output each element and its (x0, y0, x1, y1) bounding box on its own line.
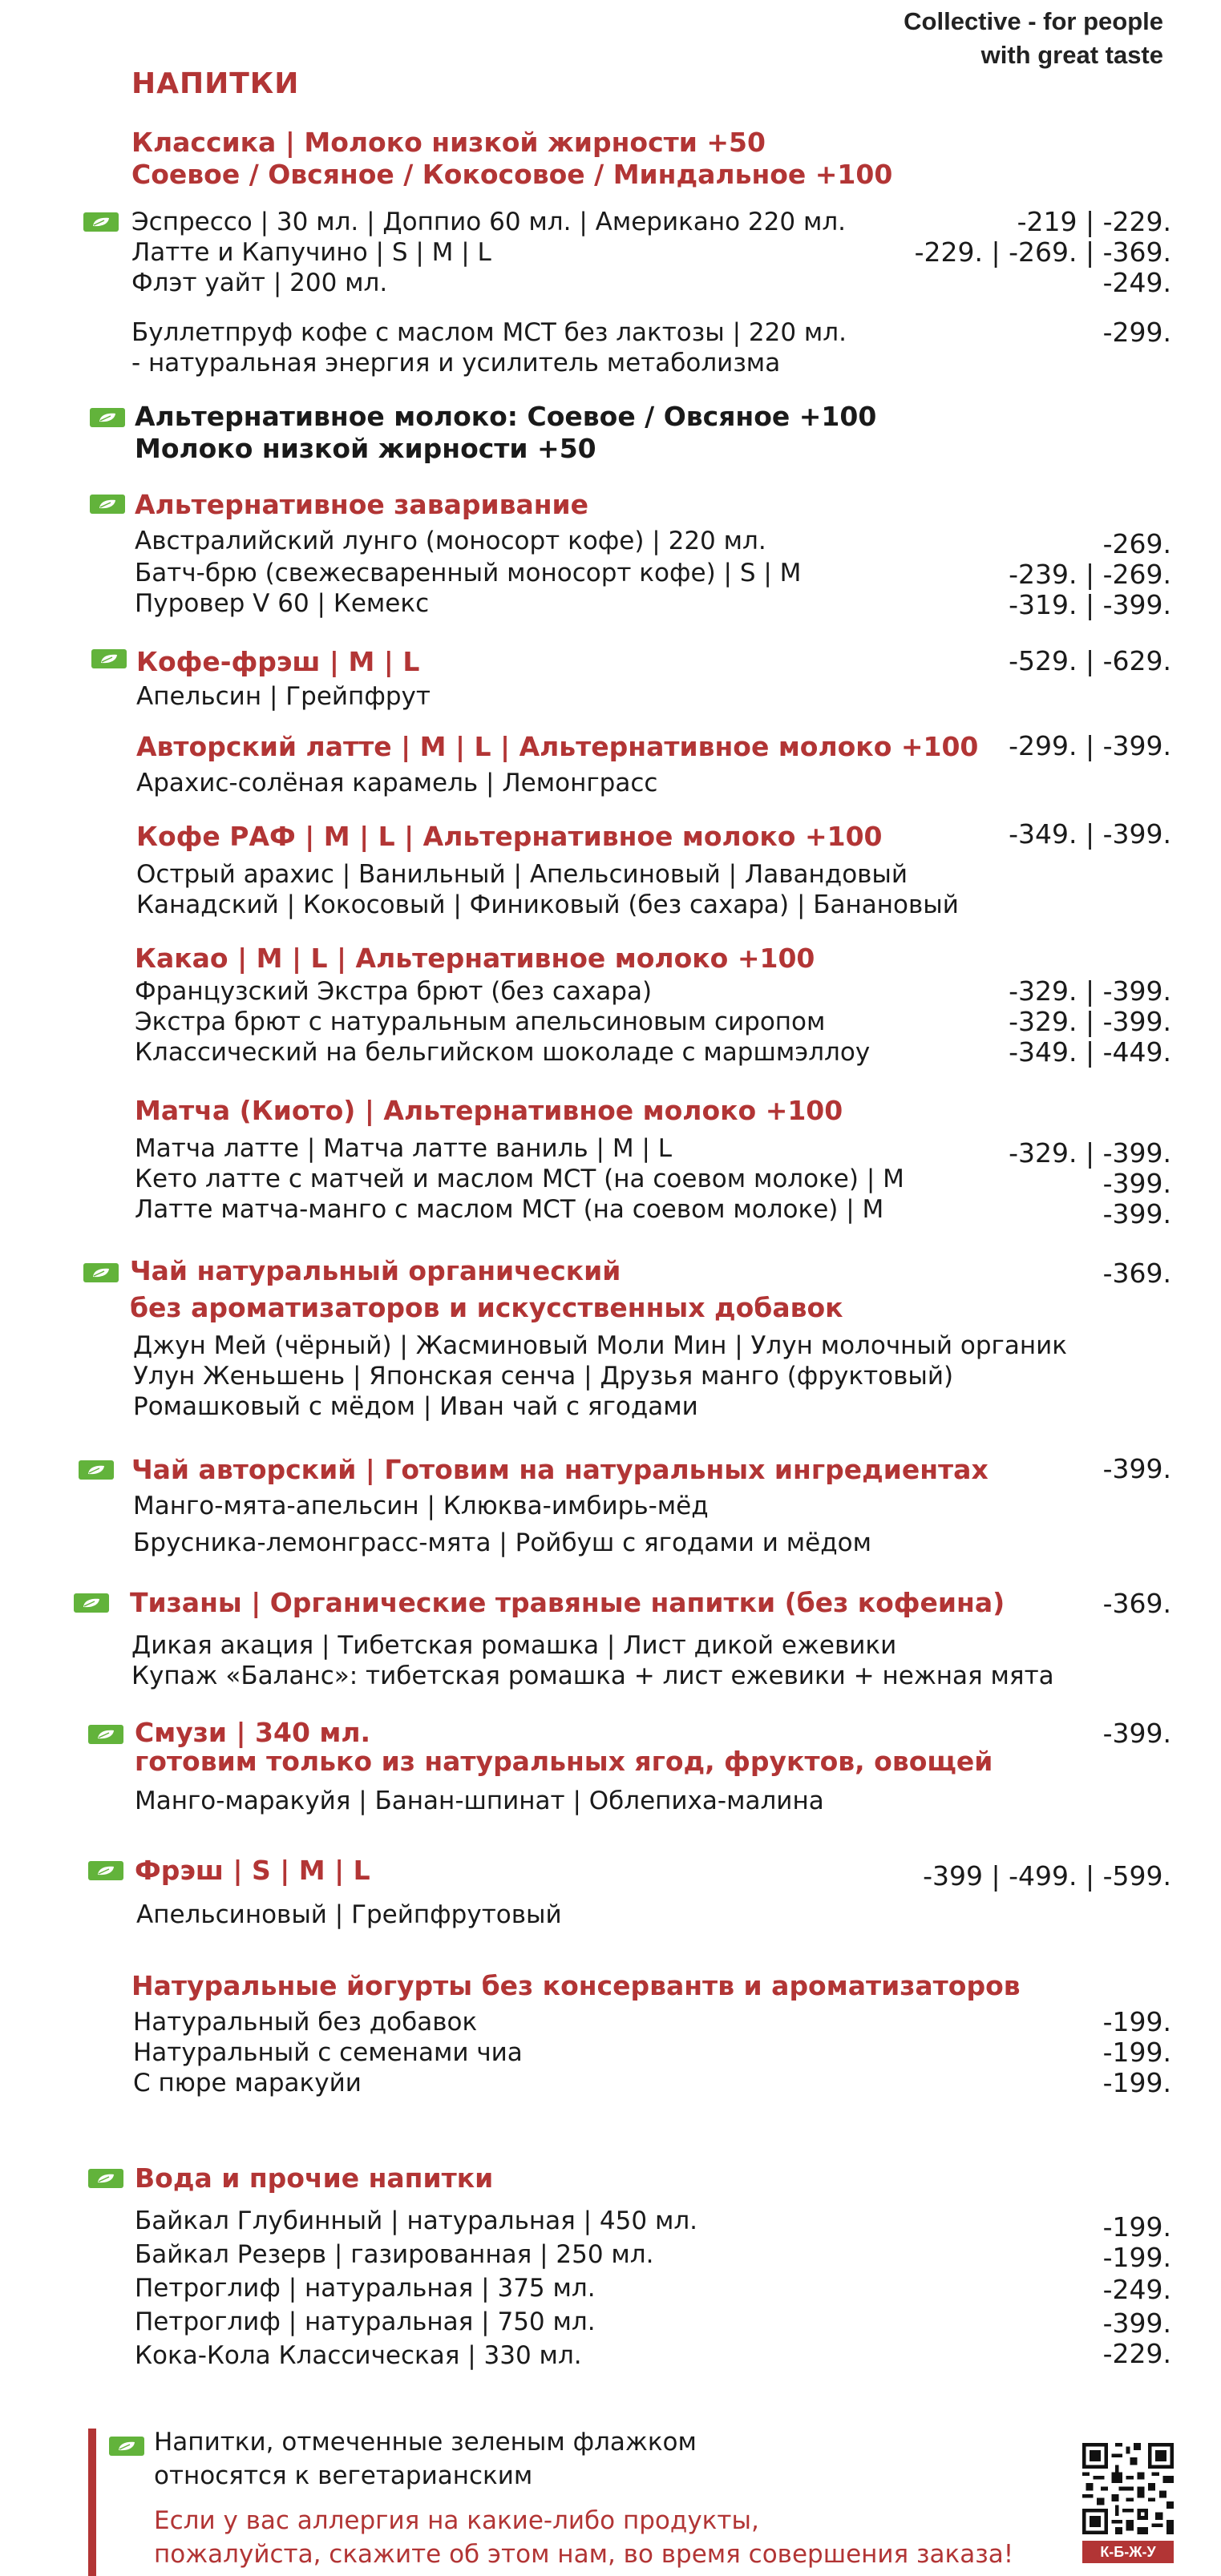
menu-item-label: С пюре маракуйи (133, 2069, 362, 2098)
matcha-heading: Матча (Киото) | Альтернативное молоко +100 (135, 1095, 843, 1126)
vegetarian-flag-icon (88, 2169, 123, 2188)
menu-item-price: -229. (1102, 2338, 1171, 2369)
menu-item-label: Апельсин | Грейпфрут (136, 682, 431, 711)
qr-code-label: К-Б-Ж-У (1082, 2541, 1174, 2563)
vegetarian-flag-icon (83, 1263, 119, 1282)
vegetarian-flag-icon (79, 1460, 114, 1480)
menu-item-price: -399 | -499. | -599. (923, 1860, 1171, 1892)
tea-natural-heading-2: без ароматизаторов и искусственных добавок (130, 1292, 843, 1323)
vegetarian-flag-icon (91, 649, 127, 668)
menu-item-price: -399. (1102, 2307, 1171, 2339)
fresh-heading: Фрэш | S | M | L (135, 1855, 370, 1886)
author-latte-heading: Авторский латте | M | L | Альтернативное молоко +100 (136, 731, 979, 762)
menu-item-price: -319. | -399. (1009, 589, 1171, 620)
classic-heading-1: Классика | Молоко низкой жирности +50 (131, 127, 766, 158)
menu-item-label: Экстра брют с натуральным апельсиновым сиропом (135, 1007, 826, 1036)
menu-item-label: Кето латте с матчей и маслом МСТ (на соевом молоке) | M (135, 1165, 904, 1193)
menu-item-label: Манго-мята-апельсин | Клюква-имбирь-мёд (133, 1492, 709, 1520)
menu-item-price: -199. (1102, 2242, 1171, 2273)
menu-item-label: Латте матча-манго с маслом МСТ (на соевом молоке) | M (135, 1195, 884, 1224)
menu-item-label: Петроглиф | натуральная | 375 мл. (135, 2274, 596, 2303)
menu-item-price: -229. | -269. | -369. (914, 236, 1171, 268)
menu-item-price: -349. | -399. (1009, 818, 1171, 850)
water-heading: Вода и прочие напитки (135, 2162, 494, 2194)
menu-item-price: -199. (1102, 2067, 1171, 2098)
menu-item-price: -199. (1102, 2006, 1171, 2037)
menu-item-label: Байкал Глубинный | натуральная | 450 мл. (135, 2207, 698, 2235)
menu-item-label: Дикая акация | Тибетская ромашка | Лист дикой ежевики (131, 1631, 897, 1660)
qr-code-icon[interactable] (1082, 2443, 1174, 2534)
menu-item-price: -349. | -449. (1009, 1036, 1171, 1068)
smoothie-heading-1: Смузи | 340 мл. (135, 1717, 371, 1748)
smoothie-heading-2: готовим только из натуральных ягод, фруктов, овощей (135, 1746, 993, 1777)
menu-item-label: Петроглиф | натуральная | 750 мл. (135, 2307, 596, 2336)
coffee-fresh-heading: Кофе-фрэш | M | L (136, 646, 420, 677)
vegetarian-flag-icon (90, 495, 125, 514)
vegetarian-flag-icon (109, 2437, 144, 2456)
vegetarian-flag-icon (88, 1861, 123, 1880)
menu-item-label: Кока-Кола Классическая | 330 мл. (135, 2341, 582, 2370)
brand-tagline (904, 5, 1163, 72)
menu-item-label: Острый арахис | Ванильный | Апельсиновый | Лавандовый (136, 860, 908, 889)
page-title: НАПИТКИ (131, 67, 300, 100)
menu-item-price: -199. (1102, 2037, 1171, 2068)
menu-item-price: -329. | -399. (1009, 1137, 1171, 1169)
menu-item-label: Канадский | Кокосовый | Финиковый (без сахара) | Банановый (136, 890, 959, 919)
menu-item-price: -529. | -629. (1009, 645, 1171, 676)
alt-milk-heading-1: Альтернативное молоко: Соевое / Овсяное +100 (135, 401, 877, 432)
menu-item-price: -219 | -229. (1017, 206, 1171, 237)
vegetarian-flag-icon (83, 212, 119, 232)
menu-item-description: - натуральная энергия и усилитель метаболизма (131, 349, 781, 378)
tea-natural-heading-1: Чай натуральный органический (130, 1255, 621, 1286)
menu-item-price: -249. (1102, 2274, 1171, 2305)
menu-item-price: -249. (1102, 267, 1171, 298)
menu-item-label: Французский Экстра брют (без сахара) (135, 977, 653, 1006)
vegetarian-flag-icon (90, 408, 125, 427)
menu-item-price: -329. | -399. (1009, 1006, 1171, 1037)
cocoa-heading: Какао | M | L | Альтернативное молоко +100 (135, 943, 815, 974)
brand-line-2: with great taste (980, 41, 1163, 69)
menu-item-label: Батч-брю (свежесваренный моносорт кофе) | S | M (135, 559, 802, 587)
vegetarian-flag-icon (74, 1593, 109, 1613)
menu-item-label: Натуральный с семенами чиа (133, 2038, 523, 2067)
vegetarian-flag-icon (88, 1725, 123, 1744)
classic-heading-2: Соевое / Овсяное / Кокосовое / Миндальное +100 (131, 159, 893, 190)
menu-item-price: -399. (1102, 1198, 1171, 1229)
menu-item-price: -399. (1102, 1168, 1171, 1199)
menu-item-label: Натуральный без добавок (133, 2008, 478, 2037)
alt-brew-heading: Альтернативное заваривание (135, 489, 589, 520)
menu-item-label: Буллетпруф кофе с маслом МСТ без лактозы | 220 мл. (131, 318, 847, 347)
alt-milk-heading-2: Молоко низкой жирности +50 (135, 433, 596, 464)
menu-item-label: Латте и Капучино | S | M | L (131, 238, 491, 267)
menu-item-label: Джун Мей (чёрный) | Жасминовый Моли Мин | Улун молочный органик (133, 1331, 1067, 1360)
tisanes-heading: Тизаны | Органические травяные напитки (без кофеина) (130, 1587, 1005, 1618)
yogurt-heading: Натуральные йогурты без консервантв и ароматизаторов (131, 1970, 1021, 2001)
menu-item-price: -199. (1102, 2211, 1171, 2243)
allergy-notice-2: пожалуйста, скажите об этом нам, во время совершения заказа! (154, 2540, 1014, 2569)
menu-item-label: Флэт уайт | 200 мл. (131, 269, 388, 297)
menu-item-price: -299. | -399. (1009, 730, 1171, 761)
menu-item-price: -399. (1102, 1453, 1171, 1484)
menu-item-label: Купаж «Баланс»: тибетская ромашка + лист ежевики + нежная мята (131, 1661, 1054, 1690)
menu-item-label: Матча латте | Матча латте ваниль | M | L (135, 1134, 673, 1163)
menu-item-price: -399. (1102, 1718, 1171, 1749)
menu-item-label: Байкал Резерв | газированная | 250 мл. (135, 2240, 654, 2269)
menu-item-price: -269. (1102, 528, 1171, 559)
menu-item-label: Апельсиновый | Грейпфрутовый (136, 1900, 562, 1929)
menu-item-price: -369. (1102, 1588, 1171, 1619)
menu-item-price: -299. (1102, 317, 1171, 348)
menu-item-label: Австралийский лунго (моносорт кофе) | 220 мл. (135, 527, 766, 555)
legend-text-1: Напитки, отмеченные зеленым флажком (154, 2428, 697, 2457)
menu-item-label: Классический на бельгийском шоколаде с маршмэллоу (135, 1038, 871, 1067)
raf-heading: Кофе РАФ | M | L | Альтернативное молоко +100 (136, 821, 883, 852)
brand-line-1: Collective - for people (904, 7, 1163, 35)
menu-item-label: Ромашковый с мёдом | Иван чай с ягодами (133, 1392, 698, 1421)
menu-item-label: Манго-маракуйя | Банан-шпинат | Облепиха-малина (135, 1787, 824, 1815)
menu-item-label: Брусника-лемонграсс-мята | Ройбуш с ягодами и мёдом (133, 1528, 871, 1557)
menu-item-label: Пуровер V 60 | Кемекс (135, 589, 430, 618)
legend-accent-bar (88, 2429, 96, 2576)
menu-item-label: Улун Женьшень | Японская сенча | Друзья манго (фруктовый) (133, 1362, 954, 1391)
menu-item-label: Эспрессо | 30 мл. | Доппио 60 мл. | Американо 220 мл. (131, 208, 846, 236)
allergy-notice-1: Если у вас аллергия на какие-либо продукты, (154, 2506, 759, 2535)
legend-text-2: относятся к вегетарианским (154, 2461, 533, 2490)
menu-item-price: -369. (1102, 1258, 1171, 1289)
tea-author-heading: Чай авторский | Готовим на натуральных ингредиентах (131, 1454, 989, 1485)
menu-item-price: -329. | -399. (1009, 975, 1171, 1007)
menu-item-price: -239. | -269. (1009, 559, 1171, 590)
menu-item-label: Арахис-солёная карамель | Лемонграсс (136, 769, 658, 797)
